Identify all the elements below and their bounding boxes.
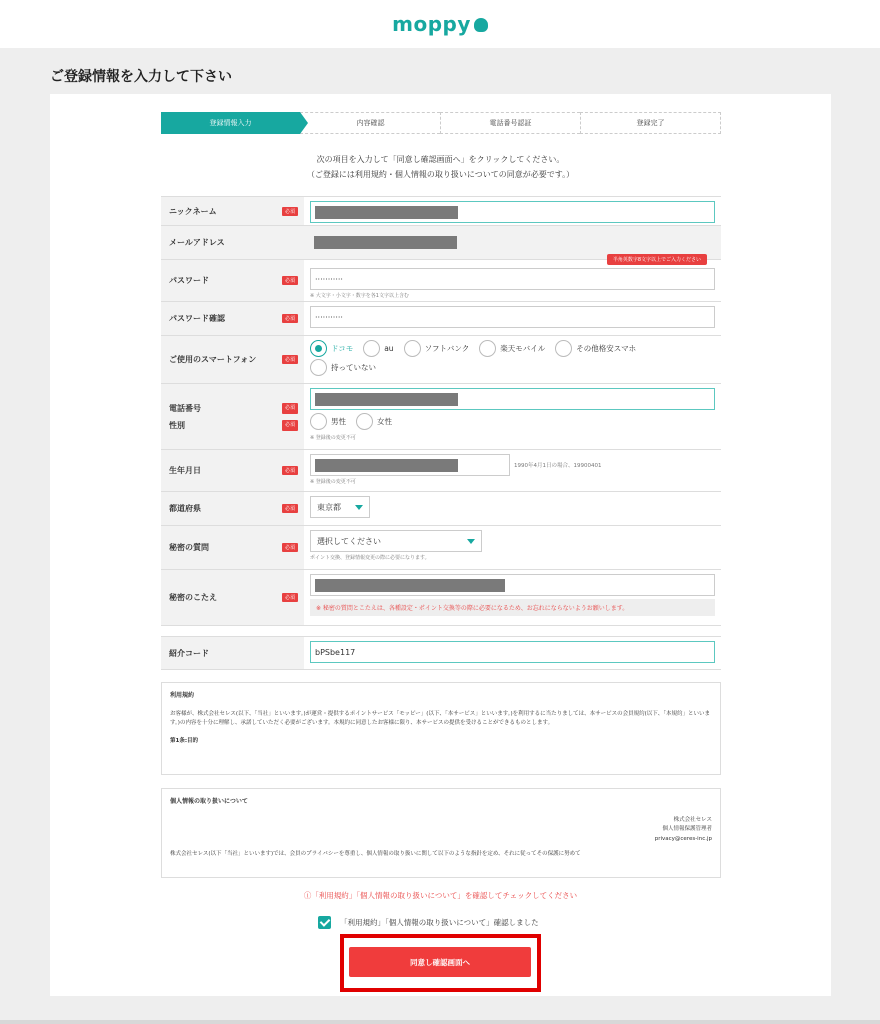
prefecture-select[interactable]: 東京都 <box>310 496 370 518</box>
progress-steps <box>161 112 721 134</box>
row-prefecture <box>161 492 721 526</box>
password-dots: ··········· <box>315 274 343 284</box>
privacy-manager: 個人情報保護管理者 <box>662 826 712 833</box>
row-password-confirm <box>161 302 721 336</box>
privacy-body: 株式会社セレス(以下「当社」といいます)では、会員のプライバシーを尊重し、個人情報の取り扱いに関して以下のような指針を定め、それに従ってその保護に努めて <box>170 851 581 858</box>
step-input: 登録情報入力 <box>161 112 300 134</box>
moppy-logo[interactable] <box>392 12 488 36</box>
radio-male[interactable]: 男性 <box>310 413 346 430</box>
page-title: ご登録情報を入力して下さい <box>50 69 232 85</box>
row-secret-answer <box>161 570 721 626</box>
birthday-label: 生年月日 <box>169 466 201 475</box>
row-referral <box>161 636 721 670</box>
email-label: メールアドレス <box>169 238 225 247</box>
row-phone-gender <box>161 384 721 450</box>
row-smartphone <box>161 336 721 384</box>
required-badge: 必須 <box>282 466 298 475</box>
top-bar <box>0 0 880 48</box>
secret-question-select[interactable]: 選択してください <box>310 530 482 552</box>
secret-question-label: 秘密の質問 <box>169 543 209 552</box>
password-note: ※ 大文字・小文字・数字を各1文字以上含む <box>310 293 409 299</box>
smartphone-label: ご使用のスマートフォン <box>169 355 257 364</box>
gender-label: 性別 <box>169 420 185 430</box>
required-badge: 必須 <box>282 207 298 216</box>
radio-female[interactable]: 女性 <box>356 413 392 430</box>
referral-input[interactable]: bPSbe117 <box>310 641 715 663</box>
gender-radio-group <box>310 413 715 432</box>
smartphone-radio-group <box>310 340 715 378</box>
phone-label: 電話番号 <box>169 403 201 413</box>
birthday-input[interactable] <box>310 454 510 476</box>
redacted-value <box>315 459 458 472</box>
chevron-down-icon <box>355 505 363 510</box>
agree-label: 「利用規約」「個人情報の取り扱いについて」確認しました <box>340 918 539 927</box>
gender-note: ※ 登録後の変更不可 <box>310 435 356 441</box>
radio-softbank[interactable]: ソフトバンク <box>404 340 470 357</box>
logo-text: moppy <box>392 12 471 36</box>
step-complete: 登録完了 <box>580 112 721 134</box>
birthday-note: ※ 登録後の変更不可 <box>310 479 356 485</box>
radio-circle[interactable] <box>479 340 496 357</box>
radio-circle[interactable] <box>356 413 373 430</box>
mascot-icon <box>474 18 488 32</box>
birthday-hint: 1990年4月1日の場合、19900401 <box>514 463 602 469</box>
password-label: パスワード <box>169 276 209 285</box>
privacy-company: 株式会社セレス <box>673 816 712 823</box>
password-confirm-input[interactable] <box>310 306 715 328</box>
step-phone-verify: 電話番号認証 <box>440 112 580 134</box>
consent-warning: ⓘ「利用規約」「個人情報の取り扱いについて」を確認してチェックしてください <box>303 891 578 900</box>
secret-question-note: ポイント交換、登録情報変更の際に必要になります。 <box>310 555 430 561</box>
terms-box[interactable] <box>161 682 721 775</box>
required-badge: 必須 <box>282 314 298 323</box>
radio-au[interactable]: au <box>363 340 393 357</box>
required-badge: 必須 <box>282 504 298 513</box>
terms-body: お客様が、株式会社セレス(以下、「当社」といいます。)が運営・提供するポイントサービス「モッピー」(以下、「本サービス」といいます。)を利用するに当たりましては、本サービスの会員規約(以下、「本規約」といいます。)の内容を十分に理解し、承諾していただく必要がございます。本規約に同意したお客様に限り、本サービスの提供を受けることができるものとします。 <box>170 710 711 727</box>
privacy-title: 個人情報の取り扱いについて <box>170 798 248 805</box>
radio-other-mvno[interactable]: その他格安スマホ <box>555 340 636 357</box>
nickname-input[interactable] <box>310 201 715 223</box>
agree-checkbox-row[interactable] <box>318 916 539 929</box>
required-badge: 必須 <box>282 543 298 552</box>
privacy-box[interactable] <box>161 788 721 878</box>
radio-circle[interactable] <box>310 413 327 430</box>
required-badge: 必須 <box>282 420 298 431</box>
radio-docomo[interactable]: ドコモ <box>310 340 353 357</box>
chevron-down-icon <box>467 539 475 544</box>
page-background <box>0 48 880 1024</box>
redacted-value <box>314 236 457 249</box>
instruction-line-2: （ご登録には利用規約・個人情報の取り扱いについての同意が必要です。） <box>306 170 575 179</box>
required-badge: 必須 <box>282 403 298 414</box>
radio-circle[interactable] <box>310 359 327 376</box>
secret-answer-input[interactable] <box>310 574 715 596</box>
radio-circle[interactable] <box>404 340 421 357</box>
bottom-edge <box>0 1020 880 1024</box>
registration-card <box>50 94 831 996</box>
terms-title: 利用規約 <box>170 692 195 699</box>
redacted-value <box>315 393 458 406</box>
agree-checkbox[interactable] <box>318 916 331 929</box>
secret-answer-warning: ※ 秘密の質問とこたえは、各種設定・ポイント交換等の際に必要になるため、お忘れにならないようお願いします。 <box>310 599 715 616</box>
terms-section: 第1条:目的 <box>170 737 199 744</box>
referral-label: 紹介コード <box>169 648 209 658</box>
redacted-value <box>315 579 505 592</box>
row-password <box>161 257 721 302</box>
phone-input[interactable] <box>310 388 715 410</box>
radio-none[interactable]: 持っていない <box>310 359 376 376</box>
step-confirm: 内容確認 <box>300 112 440 134</box>
privacy-email: privacy@ceres-inc.jp <box>654 835 712 842</box>
nickname-label: ニックネーム <box>169 206 217 216</box>
radio-circle[interactable] <box>555 340 572 357</box>
required-badge: 必須 <box>282 593 298 602</box>
redacted-value <box>315 206 458 219</box>
agree-confirm-button[interactable]: 同意し確認画面へ <box>349 947 531 977</box>
row-secret-question <box>161 526 721 570</box>
row-birthday <box>161 450 721 492</box>
prefecture-label: 都道府県 <box>169 504 201 513</box>
radio-circle[interactable] <box>310 340 327 357</box>
registration-form <box>161 196 721 670</box>
row-nickname <box>161 196 721 226</box>
secret-answer-label: 秘密のこたえ <box>169 593 217 602</box>
password-confirm-label: パスワード確認 <box>169 314 225 323</box>
password-input[interactable] <box>310 268 715 290</box>
instruction-line-1: 次の項目を入力して「同意し確認画面へ」をクリックしてください。 <box>316 155 565 164</box>
password-tooltip: 半角英数字8文字以上でご入力ください <box>607 254 707 265</box>
password-confirm-dots: ··········· <box>315 312 343 322</box>
required-badge: 必須 <box>282 355 298 364</box>
radio-rakuten[interactable]: 楽天モバイル <box>479 340 545 357</box>
email-value <box>310 232 715 254</box>
radio-circle[interactable] <box>363 340 380 357</box>
required-badge: 必須 <box>282 276 298 285</box>
